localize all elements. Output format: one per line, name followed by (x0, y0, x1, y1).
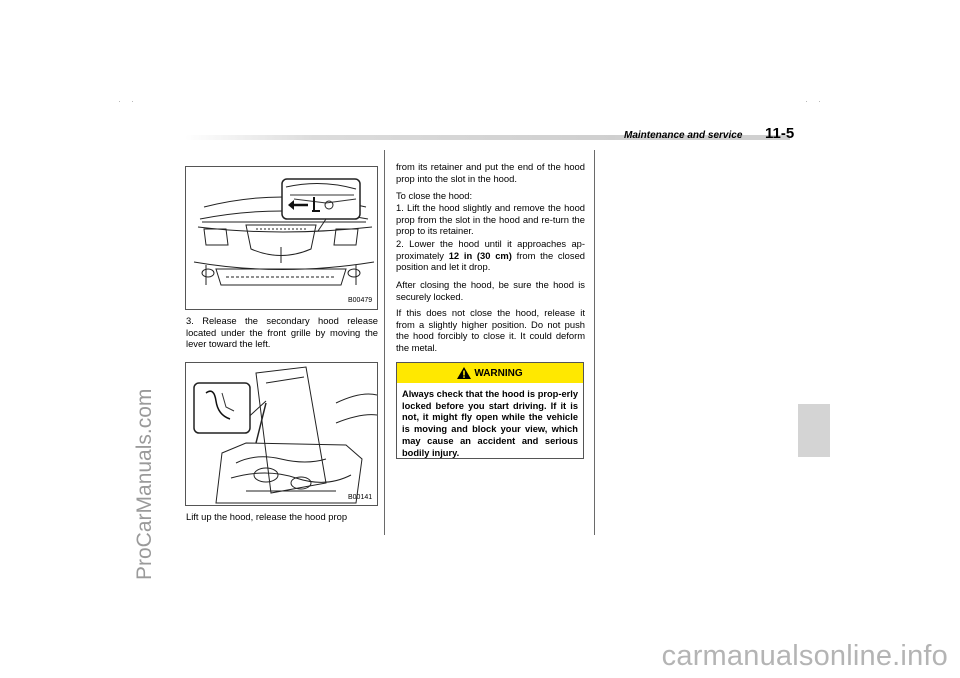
crop-marks-right: ·· (805, 96, 831, 106)
hood-open-illustration (186, 363, 377, 505)
warning-box (396, 362, 584, 459)
lift-hood-text: Lift up the hood, release the hood prop (186, 511, 348, 522)
section-title: Maintenance and service (624, 130, 743, 141)
figure-code: B00141 (348, 494, 373, 501)
close-hood-intro: To close the hood: (396, 190, 473, 201)
side-watermark: ProCarManuals.com (133, 388, 156, 580)
column-divider-right (594, 150, 595, 535)
header-rule (185, 135, 615, 140)
close-step-2-distance: 12 in (30 cm) (448, 249, 512, 261)
bottom-watermark: carmanualsonline.info (661, 640, 948, 672)
warning-header (397, 363, 583, 383)
section-thumb-tab (798, 404, 830, 457)
figure-front-grille (185, 166, 378, 310)
page-number: 11-5 (765, 125, 795, 142)
if-not-close-text: If this does not close the hood, release it from a slightly higher position. Do not push the hood forcibly to close it. It could deform the metal. (396, 307, 585, 353)
figure-hood-open (185, 362, 378, 506)
crop-marks-left: ·· (118, 96, 144, 106)
figure-code: B00479 (348, 297, 373, 304)
step-3-text: 3. Release the secondary hood release located under the front grille by moving the lever toward the left. (186, 315, 378, 350)
front-grille-illustration (186, 167, 377, 309)
close-step-2 (396, 238, 585, 273)
close-step-1: 1. Lift the hood slightly and remove the hood prop from the slot in the hood and re-turn the prop to its retainer. (396, 202, 585, 237)
close-step-2-end: from the closed position and let it drop. (396, 249, 586, 273)
warning-text: Always check that the hood is prop-erly locked before you start driving. If it is not, it might fly open while the vehicle is moving and block your view, which may cause an accident and serious bodily injury. (402, 389, 578, 458)
column-divider-left (384, 150, 385, 535)
after-closing-text: After closing the hood, be sure the hood is securely locked. (396, 279, 585, 302)
close-step-2-start: 2. Lower the hood until it approaches ap-proximately (396, 238, 585, 261)
warning-triangle-icon (457, 367, 471, 379)
warning-label: WARNING (474, 367, 523, 379)
hood-prop-continued-text: from its retainer and put the end of the hood prop into the slot in the hood. (396, 161, 585, 184)
